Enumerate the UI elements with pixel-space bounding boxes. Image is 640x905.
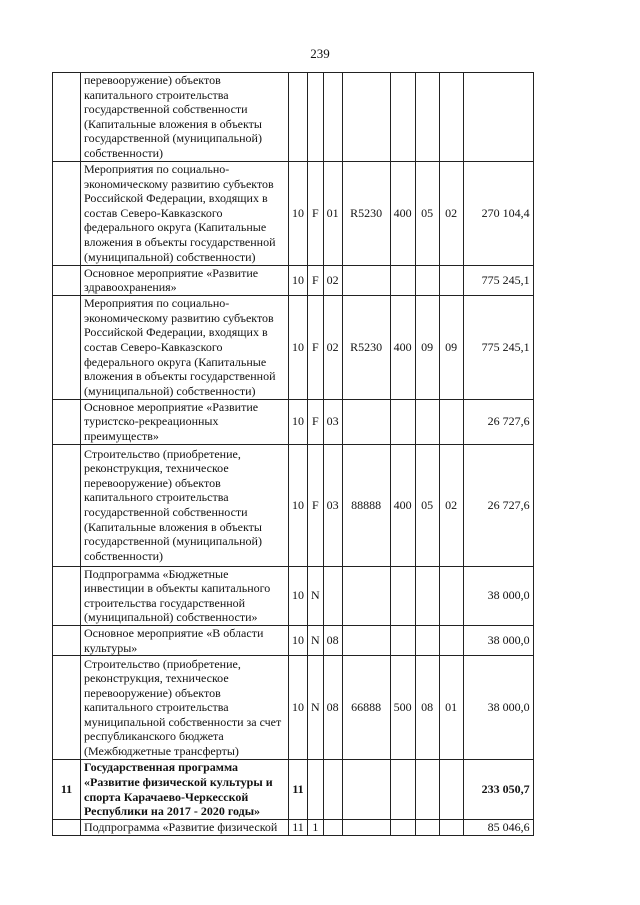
row-number-cell bbox=[53, 820, 81, 836]
expense-type-cell bbox=[390, 265, 415, 295]
subprogram-code-cell: F bbox=[308, 295, 324, 399]
item-name-cell: Строительство (приобретение, реконструкция, техническое перевооружение) объектов капитального строительства государственной собственности (Капитальные вложения в объекты государственной (муниципальной) собственности) bbox=[81, 444, 289, 566]
measure-code-cell: 08 bbox=[323, 656, 342, 760]
subprogram-code-cell: N bbox=[308, 625, 324, 655]
program-code-cell: 10 bbox=[289, 566, 308, 625]
program-code-cell: 10 bbox=[289, 265, 308, 295]
direction-code-cell bbox=[342, 820, 390, 836]
amount-cell: 38 000,0 bbox=[463, 625, 533, 655]
subprogram-code-cell: F bbox=[308, 161, 324, 265]
subprogram-code-cell: F bbox=[308, 444, 324, 566]
subsection-code-cell bbox=[439, 625, 463, 655]
row-number-cell bbox=[53, 161, 81, 265]
section-code-cell bbox=[415, 265, 439, 295]
budget-table bbox=[52, 72, 534, 836]
table-row bbox=[53, 444, 534, 566]
amount-cell: 38 000,0 bbox=[463, 566, 533, 625]
subsection-code-cell: 02 bbox=[439, 444, 463, 566]
direction-code-cell bbox=[342, 399, 390, 444]
program-code-cell: 11 bbox=[289, 820, 308, 836]
direction-code-cell: R5230 bbox=[342, 295, 390, 399]
section-code-cell: 09 bbox=[415, 295, 439, 399]
row-number-cell bbox=[53, 656, 81, 760]
direction-code-cell bbox=[342, 566, 390, 625]
amount-cell: 270 104,4 bbox=[463, 161, 533, 265]
section-code-cell: 08 bbox=[415, 656, 439, 760]
expense-type-cell bbox=[390, 625, 415, 655]
subprogram-code-cell: N bbox=[308, 656, 324, 760]
expense-type-cell bbox=[390, 820, 415, 836]
direction-code-cell bbox=[342, 625, 390, 655]
row-number-cell bbox=[53, 73, 81, 162]
subprogram-code-cell: N bbox=[308, 566, 324, 625]
measure-code-cell: 02 bbox=[323, 295, 342, 399]
section-code-cell: 05 bbox=[415, 161, 439, 265]
direction-code-cell bbox=[342, 265, 390, 295]
program-code-cell: 10 bbox=[289, 625, 308, 655]
expense-type-cell: 400 bbox=[390, 295, 415, 399]
row-number-cell bbox=[53, 444, 81, 566]
item-name-cell: Основное мероприятие «В области культуры» bbox=[81, 625, 289, 655]
amount-cell: 26 727,6 bbox=[463, 399, 533, 444]
item-name-cell: Основное мероприятие «Развитие здравоохранения» bbox=[81, 265, 289, 295]
program-code-cell: 10 bbox=[289, 399, 308, 444]
subsection-code-cell: 02 bbox=[439, 161, 463, 265]
program-code-cell: 10 bbox=[289, 161, 308, 265]
subsection-code-cell: 01 bbox=[439, 656, 463, 760]
item-name-cell: Мероприятия по социально-экономическому развитию субъектов Российской Федерации, входящих в состав Северо-Кавказского федерального округа (Капитальные вложения в объекты государственной (муниципальной) собственности) bbox=[81, 295, 289, 399]
subsection-code-cell bbox=[439, 265, 463, 295]
table-row bbox=[53, 656, 534, 760]
program-code-cell: 10 bbox=[289, 444, 308, 566]
expense-type-cell: 400 bbox=[390, 444, 415, 566]
measure-code-cell bbox=[323, 566, 342, 625]
subsection-code-cell bbox=[439, 73, 463, 162]
item-name-cell: Основное мероприятие «Развитие туристско-рекреационных преимуществ» bbox=[81, 399, 289, 444]
direction-code-cell: 88888 bbox=[342, 444, 390, 566]
table-row bbox=[53, 566, 534, 625]
direction-code-cell: R5230 bbox=[342, 161, 390, 265]
subprogram-code-cell: F bbox=[308, 265, 324, 295]
subsection-code-cell bbox=[439, 566, 463, 625]
expense-type-cell bbox=[390, 566, 415, 625]
section-code-cell: 05 bbox=[415, 444, 439, 566]
table-row bbox=[53, 295, 534, 399]
table-row bbox=[53, 161, 534, 265]
subprogram-code-cell: F bbox=[308, 399, 324, 444]
amount-cell: 775 245,1 bbox=[463, 295, 533, 399]
section-code-cell bbox=[415, 566, 439, 625]
expense-type-cell bbox=[390, 73, 415, 162]
amount-cell: 85 046,6 bbox=[463, 820, 533, 836]
subprogram-code-cell bbox=[308, 73, 324, 162]
section-code-cell bbox=[415, 820, 439, 836]
subsection-code-cell: 09 bbox=[439, 295, 463, 399]
amount-cell bbox=[463, 73, 533, 162]
measure-code-cell bbox=[323, 760, 342, 820]
direction-code-cell bbox=[342, 760, 390, 820]
row-number-cell bbox=[53, 265, 81, 295]
subsection-code-cell bbox=[439, 820, 463, 836]
expense-type-cell bbox=[390, 399, 415, 444]
direction-code-cell bbox=[342, 73, 390, 162]
row-number-cell: 11 bbox=[53, 760, 81, 820]
page-number: 239 bbox=[310, 46, 330, 61]
section-code-cell bbox=[415, 760, 439, 820]
program-code-cell: 11 bbox=[289, 760, 308, 820]
program-code-cell: 10 bbox=[289, 295, 308, 399]
table-row bbox=[53, 820, 534, 836]
row-number-cell bbox=[53, 625, 81, 655]
table-row bbox=[53, 760, 534, 820]
item-name-cell: Строительство (приобретение, реконструкция, техническое перевооружение) объектов капитального строительства муниципальной собственности за счет республиканского бюджета (Межбюджетные трансферты) bbox=[81, 656, 289, 760]
table-row bbox=[53, 73, 534, 162]
table-body bbox=[53, 73, 534, 836]
section-code-cell bbox=[415, 73, 439, 162]
subsection-code-cell bbox=[439, 760, 463, 820]
table-row bbox=[53, 399, 534, 444]
item-name-cell: Подпрограмма «Бюджетные инвестиции в объекты капитального строительства государственной (муниципальной) собственности» bbox=[81, 566, 289, 625]
program-code-cell: 10 bbox=[289, 656, 308, 760]
amount-cell: 775 245,1 bbox=[463, 265, 533, 295]
row-number-cell bbox=[53, 566, 81, 625]
table-row bbox=[53, 625, 534, 655]
subprogram-code-cell: 1 bbox=[308, 820, 324, 836]
expense-type-cell bbox=[390, 760, 415, 820]
amount-cell: 26 727,6 bbox=[463, 444, 533, 566]
item-name-cell: Подпрограмма «Развитие физической bbox=[81, 820, 289, 836]
row-number-cell bbox=[53, 399, 81, 444]
direction-code-cell: 66888 bbox=[342, 656, 390, 760]
measure-code-cell: 08 bbox=[323, 625, 342, 655]
expense-type-cell: 500 bbox=[390, 656, 415, 760]
amount-cell: 38 000,0 bbox=[463, 656, 533, 760]
table-row bbox=[53, 265, 534, 295]
subsection-code-cell bbox=[439, 399, 463, 444]
amount-cell: 233 050,7 bbox=[463, 760, 533, 820]
item-name-cell: перевооружение) объектов капитального строительства государственной собственности (Капитальные вложения в объекты государственной (муниципальной) собственности) bbox=[81, 73, 289, 162]
item-name-cell: Мероприятия по социально-экономическому развитию субъектов Российской Федерации, входящих в состав Северо-Кавказского федерального округа (Капитальные вложения в объекты государственной (муниципальной) собственности) bbox=[81, 161, 289, 265]
expense-type-cell: 400 bbox=[390, 161, 415, 265]
measure-code-cell bbox=[323, 73, 342, 162]
item-name-cell: Государственная программа «Развитие физической культуры и спорта Карачаево-Черкесской Республики на 2017 - 2020 годы» bbox=[81, 760, 289, 820]
measure-code-cell: 02 bbox=[323, 265, 342, 295]
section-code-cell bbox=[415, 399, 439, 444]
measure-code-cell: 01 bbox=[323, 161, 342, 265]
measure-code-cell bbox=[323, 820, 342, 836]
program-code-cell bbox=[289, 73, 308, 162]
section-code-cell bbox=[415, 625, 439, 655]
measure-code-cell: 03 bbox=[323, 399, 342, 444]
measure-code-cell: 03 bbox=[323, 444, 342, 566]
subprogram-code-cell bbox=[308, 760, 324, 820]
row-number-cell bbox=[53, 295, 81, 399]
